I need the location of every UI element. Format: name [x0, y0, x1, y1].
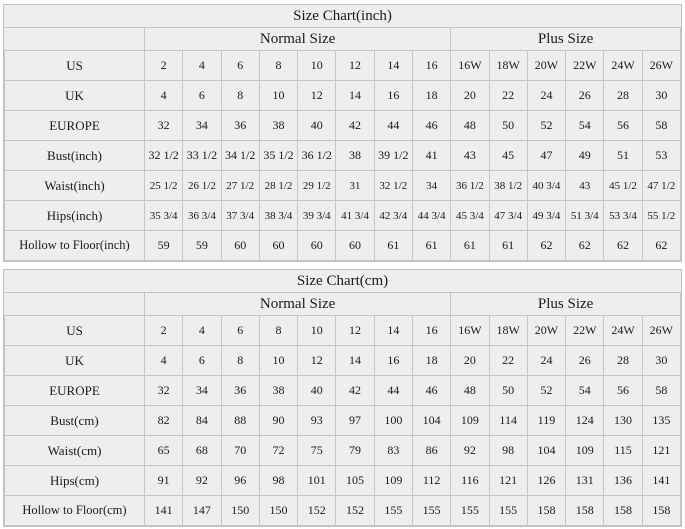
- row-label-hips: Hips(cm): [5, 466, 145, 496]
- cell: 92: [183, 466, 221, 496]
- cell: 42 3/4: [374, 201, 412, 231]
- cell: 22W: [566, 316, 604, 346]
- cell: 52: [527, 111, 565, 141]
- cell: 30: [642, 346, 680, 376]
- cell: 105: [336, 466, 374, 496]
- cell: 42: [336, 111, 374, 141]
- cell: 58: [642, 111, 680, 141]
- row-label-waist: Waist(inch): [5, 171, 145, 201]
- cell: 24W: [604, 316, 642, 346]
- cell: 147: [183, 496, 221, 526]
- cell: 34: [183, 376, 221, 406]
- cell: 24: [527, 81, 565, 111]
- cell: 72: [259, 436, 297, 466]
- cell: 84: [183, 406, 221, 436]
- cell: 36 1/2: [451, 171, 489, 201]
- cell: 48: [451, 111, 489, 141]
- row-label-waist: Waist(cm): [5, 436, 145, 466]
- cell: 53 3/4: [604, 201, 642, 231]
- row-label-hollow-to-floor: Hollow to Floor(cm): [5, 496, 145, 526]
- cell: 38: [259, 376, 297, 406]
- cell: 18: [412, 346, 450, 376]
- cell: 8: [259, 316, 297, 346]
- size-chart-cm-table: [4, 270, 681, 526]
- cell: 27 1/2: [221, 171, 259, 201]
- cell: 41 3/4: [336, 201, 374, 231]
- cell: 54: [566, 111, 604, 141]
- cell: 62: [604, 231, 642, 261]
- cell: 49: [566, 141, 604, 171]
- cell: 116: [451, 466, 489, 496]
- cell: 59: [183, 231, 221, 261]
- cell: 39 3/4: [298, 201, 336, 231]
- cell: 51: [604, 141, 642, 171]
- cell: 75: [298, 436, 336, 466]
- cell: 55 1/2: [642, 201, 680, 231]
- cell: 45: [489, 141, 527, 171]
- chart-title-inch: Size Chart(inch): [5, 5, 681, 28]
- group-normal-size-cm: Normal Size: [145, 293, 451, 316]
- cell: 33 1/2: [183, 141, 221, 171]
- cell: 141: [145, 496, 183, 526]
- cell: 44 3/4: [412, 201, 450, 231]
- cell: 62: [527, 231, 565, 261]
- cell: 18W: [489, 51, 527, 81]
- cell: 14: [374, 51, 412, 81]
- cell: 96: [221, 466, 259, 496]
- cell: 47 1/2: [642, 171, 680, 201]
- cell: 115: [604, 436, 642, 466]
- table-row: [5, 111, 681, 141]
- cell: 121: [642, 436, 680, 466]
- cell: 6: [183, 346, 221, 376]
- cell: 158: [642, 496, 680, 526]
- cell: 28 1/2: [259, 171, 297, 201]
- cell: 98: [259, 466, 297, 496]
- table-row: [5, 141, 681, 171]
- cell: 60: [221, 231, 259, 261]
- cell: 97: [336, 406, 374, 436]
- cell: 52: [527, 376, 565, 406]
- table-row: [5, 201, 681, 231]
- cell: 32: [145, 376, 183, 406]
- cell: 46: [412, 111, 450, 141]
- row-label-us: US: [5, 316, 145, 346]
- table-row: [5, 81, 681, 111]
- cell: 155: [412, 496, 450, 526]
- cell: 16W: [451, 51, 489, 81]
- cell: 32: [145, 111, 183, 141]
- cell: 26: [566, 346, 604, 376]
- cell: 32 1/2: [145, 141, 183, 171]
- cell: 119: [527, 406, 565, 436]
- cell: 30: [642, 81, 680, 111]
- cell: 60: [298, 231, 336, 261]
- cell: 16: [412, 316, 450, 346]
- cell: 58: [642, 376, 680, 406]
- cell: 54: [566, 376, 604, 406]
- cell: 83: [374, 436, 412, 466]
- group-plus-size-inch: Plus Size: [451, 28, 681, 51]
- cell: 155: [451, 496, 489, 526]
- cell: 62: [642, 231, 680, 261]
- group-row-corner: [5, 28, 145, 51]
- size-chart-inch: [3, 4, 682, 262]
- cell: 6: [221, 51, 259, 81]
- cell: 39 1/2: [374, 141, 412, 171]
- row-label-bust: Bust(cm): [5, 406, 145, 436]
- cell: 59: [145, 231, 183, 261]
- chart-title-cm: Size Chart(cm): [5, 270, 681, 293]
- cell: 44: [374, 111, 412, 141]
- cell: 20: [451, 346, 489, 376]
- table-group-row: [5, 293, 681, 316]
- cell: 109: [451, 406, 489, 436]
- cell: 34 1/2: [221, 141, 259, 171]
- cell: 38 3/4: [259, 201, 297, 231]
- table-title-row: [5, 270, 681, 293]
- cell: 36: [221, 111, 259, 141]
- cell: 62: [566, 231, 604, 261]
- cell: 2: [145, 51, 183, 81]
- cell: 44: [374, 376, 412, 406]
- cell: 31: [336, 171, 374, 201]
- cell: 61: [451, 231, 489, 261]
- cell: 155: [489, 496, 527, 526]
- cell: 47: [527, 141, 565, 171]
- cell: 43: [566, 171, 604, 201]
- cell: 100: [374, 406, 412, 436]
- table-row: [5, 51, 681, 81]
- table-title-row: [5, 5, 681, 28]
- cell: 36 1/2: [298, 141, 336, 171]
- cell: 8: [221, 346, 259, 376]
- row-label-hollow-to-floor: Hollow to Floor(inch): [5, 231, 145, 261]
- cell: 65: [145, 436, 183, 466]
- table-group-row: [5, 28, 681, 51]
- cell: 158: [566, 496, 604, 526]
- cell: 24W: [604, 51, 642, 81]
- cell: 45 3/4: [451, 201, 489, 231]
- cell: 28: [604, 81, 642, 111]
- cell: 12: [298, 346, 336, 376]
- cell: 61: [412, 231, 450, 261]
- cell: 130: [604, 406, 642, 436]
- cell: 14: [336, 81, 374, 111]
- cell: 43: [451, 141, 489, 171]
- table-row: [5, 496, 681, 526]
- cell: 114: [489, 406, 527, 436]
- row-label-us: US: [5, 51, 145, 81]
- cell: 152: [298, 496, 336, 526]
- cell: 152: [336, 496, 374, 526]
- cell: 34: [412, 171, 450, 201]
- cell: 91: [145, 466, 183, 496]
- cell: 29 1/2: [298, 171, 336, 201]
- cell: 104: [412, 406, 450, 436]
- cell: 16: [374, 81, 412, 111]
- cell: 36 3/4: [183, 201, 221, 231]
- cell: 35 1/2: [259, 141, 297, 171]
- cell: 18: [412, 81, 450, 111]
- cell: 60: [259, 231, 297, 261]
- table-row: [5, 171, 681, 201]
- cell: 131: [566, 466, 604, 496]
- cell: 22: [489, 346, 527, 376]
- size-chart-inch-table: [4, 5, 681, 261]
- cell: 56: [604, 376, 642, 406]
- cell: 8: [221, 81, 259, 111]
- cell: 16: [412, 51, 450, 81]
- cell: 93: [298, 406, 336, 436]
- cell: 10: [259, 81, 297, 111]
- cell: 32 1/2: [374, 171, 412, 201]
- cell: 90: [259, 406, 297, 436]
- cell: 18W: [489, 316, 527, 346]
- cell: 20W: [527, 316, 565, 346]
- cell: 141: [642, 466, 680, 496]
- cell: 28: [604, 346, 642, 376]
- cell: 61: [374, 231, 412, 261]
- cell: 10: [298, 316, 336, 346]
- cell: 56: [604, 111, 642, 141]
- cell: 92: [451, 436, 489, 466]
- cell: 34: [183, 111, 221, 141]
- cell: 38 1/2: [489, 171, 527, 201]
- cell: 155: [374, 496, 412, 526]
- cell: 38: [336, 141, 374, 171]
- row-label-bust: Bust(inch): [5, 141, 145, 171]
- cell: 112: [412, 466, 450, 496]
- cell: 61: [489, 231, 527, 261]
- cell: 35 3/4: [145, 201, 183, 231]
- cell: 6: [221, 316, 259, 346]
- cell: 40: [298, 111, 336, 141]
- cell: 22: [489, 81, 527, 111]
- cell: 158: [604, 496, 642, 526]
- cell: 53: [642, 141, 680, 171]
- row-label-uk: UK: [5, 81, 145, 111]
- cell: 14: [336, 346, 374, 376]
- cell: 104: [527, 436, 565, 466]
- cell: 121: [489, 466, 527, 496]
- cell: 47 3/4: [489, 201, 527, 231]
- group-plus-size-cm: Plus Size: [451, 293, 681, 316]
- cell: 24: [527, 346, 565, 376]
- cell: 82: [145, 406, 183, 436]
- cell: 20: [451, 81, 489, 111]
- table-row: [5, 466, 681, 496]
- cell: 26W: [642, 316, 680, 346]
- cell: 25 1/2: [145, 171, 183, 201]
- table-row: [5, 346, 681, 376]
- group-normal-size-inch: Normal Size: [145, 28, 451, 51]
- cell: 2: [145, 316, 183, 346]
- cell: 10: [298, 51, 336, 81]
- cell: 14: [374, 316, 412, 346]
- cell: 12: [298, 81, 336, 111]
- cell: 79: [336, 436, 374, 466]
- table-row: [5, 406, 681, 436]
- cell: 38: [259, 111, 297, 141]
- cell: 41: [412, 141, 450, 171]
- cell: 20W: [527, 51, 565, 81]
- table-row: [5, 436, 681, 466]
- cell: 88: [221, 406, 259, 436]
- cell: 36: [221, 376, 259, 406]
- cell: 135: [642, 406, 680, 436]
- cell: 101: [298, 466, 336, 496]
- cell: 124: [566, 406, 604, 436]
- cell: 42: [336, 376, 374, 406]
- cell: 150: [221, 496, 259, 526]
- group-row-corner: [5, 293, 145, 316]
- table-row: [5, 231, 681, 261]
- cell: 109: [566, 436, 604, 466]
- cell: 158: [527, 496, 565, 526]
- size-chart-cm: [3, 269, 682, 527]
- row-label-europe: EUROPE: [5, 111, 145, 141]
- cell: 12: [336, 316, 374, 346]
- cell: 26: [566, 81, 604, 111]
- cell: 68: [183, 436, 221, 466]
- cell: 50: [489, 376, 527, 406]
- cell: 12: [336, 51, 374, 81]
- cell: 4: [183, 51, 221, 81]
- cell: 136: [604, 466, 642, 496]
- cell: 16W: [451, 316, 489, 346]
- row-label-uk: UK: [5, 346, 145, 376]
- cell: 98: [489, 436, 527, 466]
- cell: 109: [374, 466, 412, 496]
- cell: 150: [259, 496, 297, 526]
- cell: 48: [451, 376, 489, 406]
- cell: 40 3/4: [527, 171, 565, 201]
- table-row: [5, 376, 681, 406]
- cell: 49 3/4: [527, 201, 565, 231]
- cell: 50: [489, 111, 527, 141]
- cell: 16: [374, 346, 412, 376]
- cell: 46: [412, 376, 450, 406]
- cell: 37 3/4: [221, 201, 259, 231]
- cell: 60: [336, 231, 374, 261]
- cell: 45 1/2: [604, 171, 642, 201]
- cell: 51 3/4: [566, 201, 604, 231]
- cell: 4: [145, 346, 183, 376]
- cell: 40: [298, 376, 336, 406]
- cell: 10: [259, 346, 297, 376]
- row-label-europe: EUROPE: [5, 376, 145, 406]
- cell: 6: [183, 81, 221, 111]
- cell: 70: [221, 436, 259, 466]
- cell: 22W: [566, 51, 604, 81]
- cell: 8: [259, 51, 297, 81]
- cell: 126: [527, 466, 565, 496]
- cell: 4: [183, 316, 221, 346]
- cell: 26 1/2: [183, 171, 221, 201]
- row-label-hips: Hips(inch): [5, 201, 145, 231]
- cell: 86: [412, 436, 450, 466]
- cell: 26W: [642, 51, 680, 81]
- table-row: [5, 316, 681, 346]
- cell: 4: [145, 81, 183, 111]
